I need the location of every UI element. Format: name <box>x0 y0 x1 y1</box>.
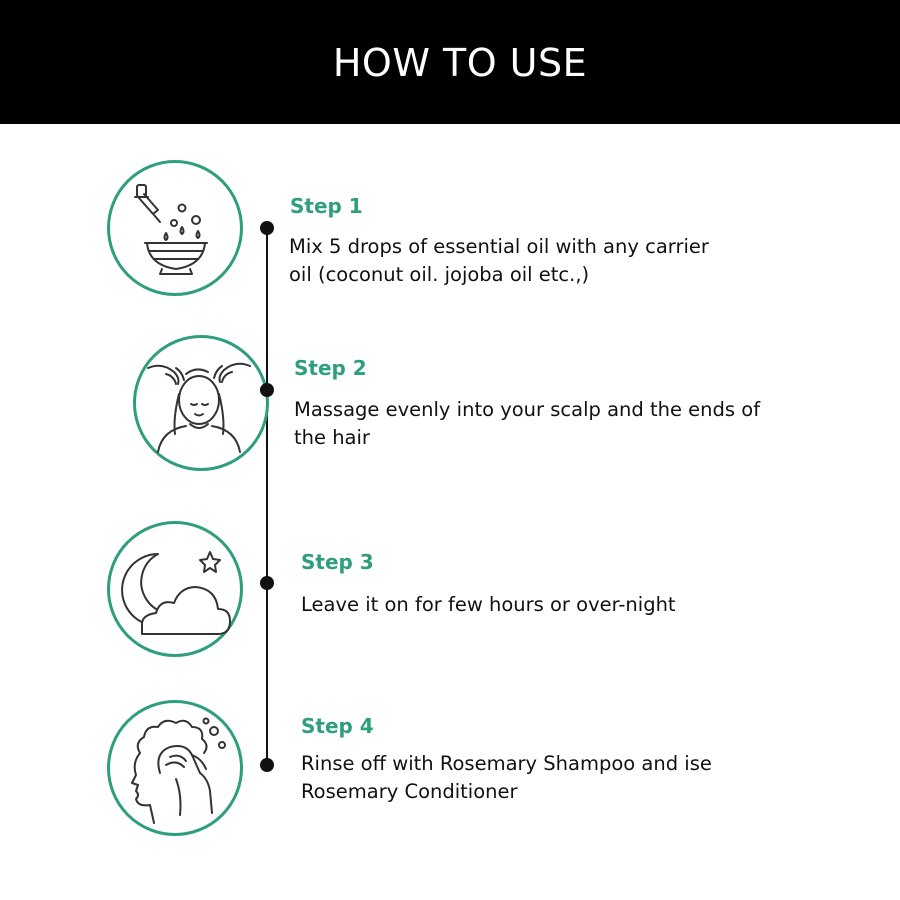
step-4-icon-circle <box>107 700 243 836</box>
timeline-dot-2 <box>260 383 274 397</box>
timeline-line <box>266 228 268 766</box>
timeline-dot-4 <box>260 758 274 772</box>
timeline-dot-1 <box>260 221 274 235</box>
step-1-icon-circle <box>107 160 243 296</box>
timeline-dot-3 <box>260 576 274 590</box>
step-3-title: Step 3 <box>301 550 374 574</box>
step-2-title: Step 2 <box>294 356 367 380</box>
step-4-title: Step 4 <box>301 714 374 738</box>
step-1-text: Mix 5 drops of essential oil with any carrier oil (coconut oil. jojoba oil etc.,) <box>289 235 709 286</box>
step-3-icon-circle <box>107 521 243 657</box>
step-2-icon-circle <box>133 335 269 471</box>
page-title: HOW TO USE <box>332 41 588 85</box>
scalp-massage-icon <box>136 338 266 468</box>
header-banner <box>0 0 900 124</box>
step-4-text: Rinse off with Rosemary Shampoo and ise Rosemary Conditioner <box>301 752 712 803</box>
step-1-title: Step 1 <box>290 194 363 218</box>
oil-dropper-bowl-icon <box>110 163 240 293</box>
moon-cloud-star-icon <box>110 524 240 654</box>
hair-wash-icon <box>110 703 240 833</box>
step-2-text: Massage evenly into your scalp and the ends of the hair <box>294 398 761 449</box>
step-3-text: Leave it on for few hours or over-night <box>301 593 676 616</box>
